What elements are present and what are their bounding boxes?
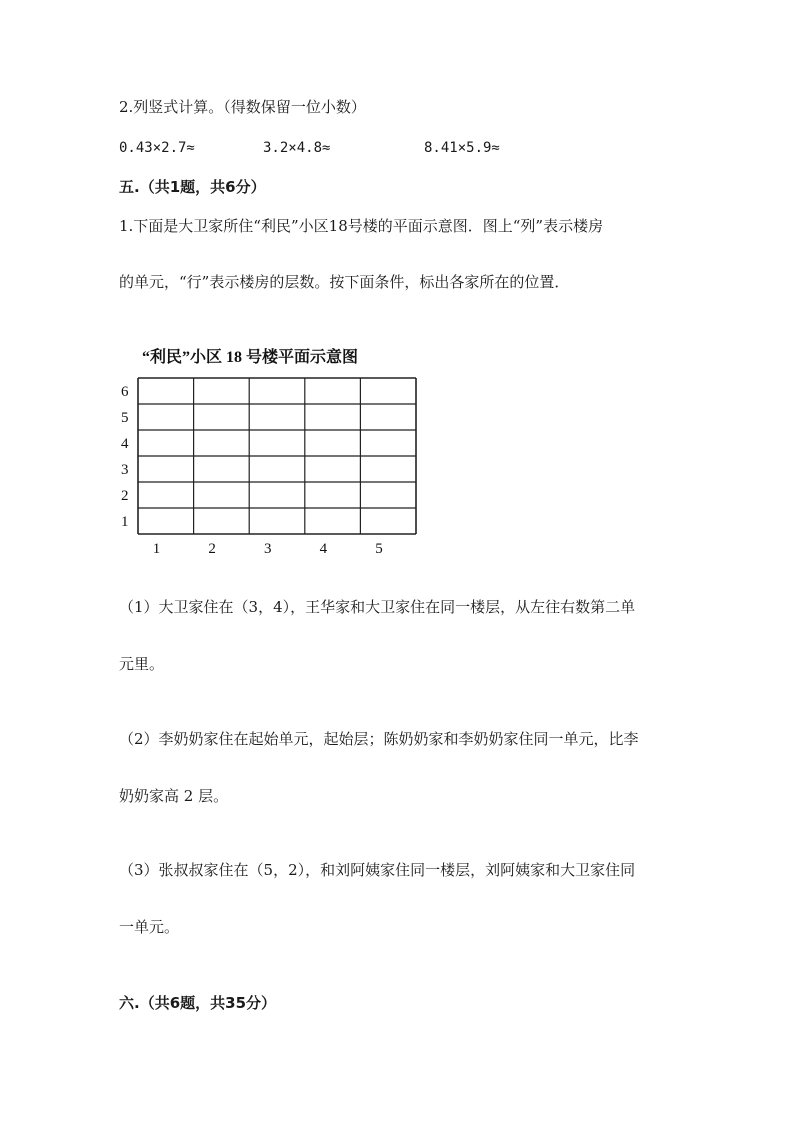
row-label: 3 — [121, 462, 129, 478]
section-6-heading: 六.（共6题，共35分） — [119, 994, 277, 1012]
sub-question-3-line-2: 一单元。 — [119, 918, 180, 936]
row-labels — [121, 384, 129, 530]
calc-item-3: 8.41×5.9≈ — [424, 140, 500, 156]
row-label: 5 — [121, 410, 129, 426]
row-label: 6 — [121, 384, 129, 400]
column-label: 5 — [375, 541, 383, 557]
row-label: 4 — [121, 436, 129, 452]
building-floor-plan-figure — [115, 342, 425, 562]
row-label: 2 — [121, 488, 129, 504]
section-5-heading: 五.（共1题，共6分） — [119, 178, 266, 196]
question-1-text-line-2: 的单元，“行”表示楼房的层数。按下面条件，标出各家所在的位置． — [119, 273, 570, 291]
calc-item-2: 3.2×4.8≈ — [263, 140, 331, 156]
grid-svg — [115, 342, 425, 562]
column-labels — [153, 541, 383, 557]
figure-title: “利民”小区 18 号楼平面示意图 — [142, 349, 359, 366]
column-label: 2 — [208, 541, 216, 557]
sub-question-3-line-1: （3）张叔叔家住在（5，2），和刘阿姨家住同一楼层，刘阿姨家和大卫家住同 — [119, 861, 636, 879]
grid-lines — [138, 378, 416, 534]
row-label: 1 — [121, 514, 129, 530]
question-2-title: 2.列竖式计算。（得数保留一位小数） — [119, 98, 366, 116]
sub-question-2-line-1: （2）李奶奶家住在起始单元，起始层；陈奶奶家和李奶奶家住同一单元，比李 — [119, 730, 639, 748]
sub-question-1-line-2: 元里。 — [119, 655, 165, 673]
calc-item-1: 0.43×2.7≈ — [119, 140, 195, 156]
calculation-row — [0, 138, 794, 158]
sub-question-2-line-2: 奶奶家高 2 层。 — [119, 787, 229, 805]
column-label: 3 — [264, 541, 272, 557]
sub-question-1-line-1: （1）大卫家住在（3，4），王华家和大卫家住在同一楼层，从左往右数第二单 — [119, 598, 636, 616]
column-label: 4 — [319, 541, 328, 557]
question-1-text-line-1: 1.下面是大卫家所住“利民”小区18号楼的平面示意图．图上“列”表示楼房 — [119, 217, 604, 235]
column-label: 1 — [152, 541, 161, 557]
